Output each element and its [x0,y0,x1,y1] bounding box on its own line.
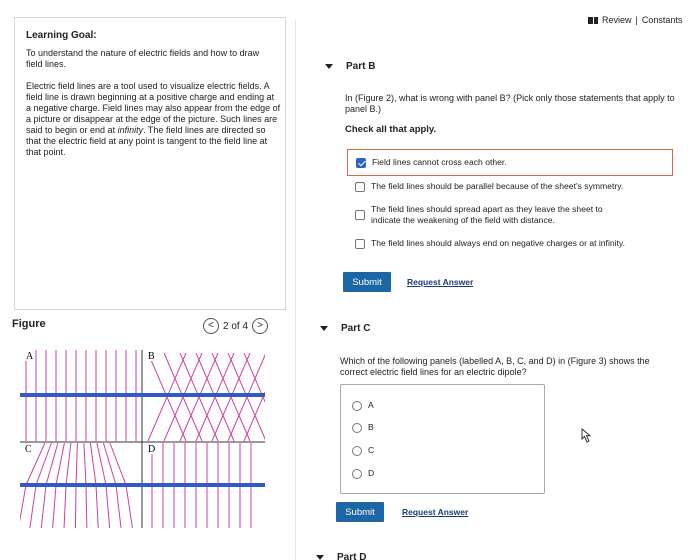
option-text: The field lines should spread apart as they leave the sheet to indicate the weakening of the field with distance. [371,204,603,225]
field-line-c [75,485,76,528]
radio-button[interactable] [352,423,362,433]
field-line-c [97,443,106,485]
figure-label: Figure [12,318,46,330]
option-text: Field lines cannot cross each other. [372,157,507,167]
field-line-c [110,443,126,485]
field-line-c [53,485,56,528]
collapse-part-c-icon[interactable] [320,326,328,331]
part-c-option-c[interactable]: C [352,445,374,456]
learning-goal-title: Learning Goal: [26,30,97,41]
electric-field-figure [20,345,265,528]
charged-sheet-bottom [20,483,265,487]
part-b-submit-button[interactable]: Submit [343,272,391,292]
field-line-c [76,443,77,485]
option-text: The field lines should be parallel because of the sheet's symmetry. [371,181,624,191]
field-line-c [84,443,86,485]
charged-sheet-top [20,393,265,397]
chevron-right-icon: > [257,320,263,331]
field-line-c [106,485,110,528]
prev-figure-button[interactable] [203,318,219,334]
next-figure-button[interactable] [252,318,268,334]
field-line-c [103,443,116,485]
mouse-cursor-icon [580,428,594,444]
field-line-c [46,443,58,485]
learning-goal-description: Electric field lines are a tool used to visualize electric fields. A field line is drawn beginning at a positive charge and ending at a negative charge. Field lines may also appear from the edge of a picture or disappear at the edge of the picture. Such lines are said to begin or end at infinity. The field lines are directed so that the electric field at any point is tangent to the field line at that point. [26,81,281,157]
checkbox[interactable] [355,210,365,220]
panel-label-c: C [25,444,32,455]
field-line-c [116,485,121,528]
field-line-c [86,485,87,528]
part-c-question: Which of the following panels (labelled A, B, C, and D) in (Figure 3) shows the correct electric field lines for an electric dipole? [340,356,650,377]
review-constants-links [588,15,682,25]
panel-label-a: A [26,351,34,362]
field-line-c [41,485,46,528]
checkbox[interactable] [355,239,365,249]
field-line-c [20,485,26,528]
checkbox[interactable] [355,182,365,192]
part-b-title: Part B [346,61,376,72]
figure-page-indicator: 2 of 4 [223,320,249,332]
part-b-option-4[interactable] [355,238,625,249]
field-line-c [56,443,64,485]
field-line-c [126,485,132,528]
chevron-left-icon: < [208,320,214,331]
part-c-option-b[interactable]: B [352,422,374,433]
collapse-part-d-icon[interactable] [316,555,324,560]
part-c-option-d[interactable]: D [352,468,374,479]
field-line-c [90,443,96,485]
field-line-c [36,443,51,485]
field-line-c [96,485,98,528]
field-line-c [64,485,66,528]
part-b-question: In (Figure 2), what is wrong with panel B? (Pick only those statements that apply to panel B.) [345,93,675,114]
constants-link[interactable]: Constants [641,15,683,25]
part-c-option-a[interactable]: A [352,400,374,411]
option-text: The field lines should always end on negative charges or at infinity. [371,238,625,248]
part-c-submit-button[interactable]: Submit [336,502,384,522]
part-b-option-3[interactable] [355,204,603,226]
figure-pager [203,318,268,334]
part-b-option-2[interactable] [355,181,623,192]
field-line-c [66,443,71,485]
learning-goal-text: To understand the nature of electric fields and how to draw field lines. [26,48,260,69]
part-c-request-answer-link[interactable]: Request Answer [402,507,469,517]
part-c-title: Part C [341,323,371,334]
part-d-title: Part D [337,552,367,560]
book-icon [588,17,598,24]
radio-button[interactable] [352,446,362,456]
checkbox-checked-icon[interactable] [356,158,366,168]
radio-button[interactable] [352,469,362,479]
panel-label-d: D [148,444,156,455]
field-line-c [30,485,36,528]
pane-divider [295,20,296,560]
part-b-option-1[interactable] [347,149,673,176]
review-link[interactable]: Review [602,15,632,25]
panel-label-b: B [148,351,155,362]
link-separator: | [635,15,638,25]
check-all-label: Check all that apply. [345,124,437,135]
part-b-request-answer-link[interactable]: Request Answer [407,277,474,287]
collapse-part-b-icon[interactable] [325,64,333,69]
radio-button[interactable] [352,401,362,411]
